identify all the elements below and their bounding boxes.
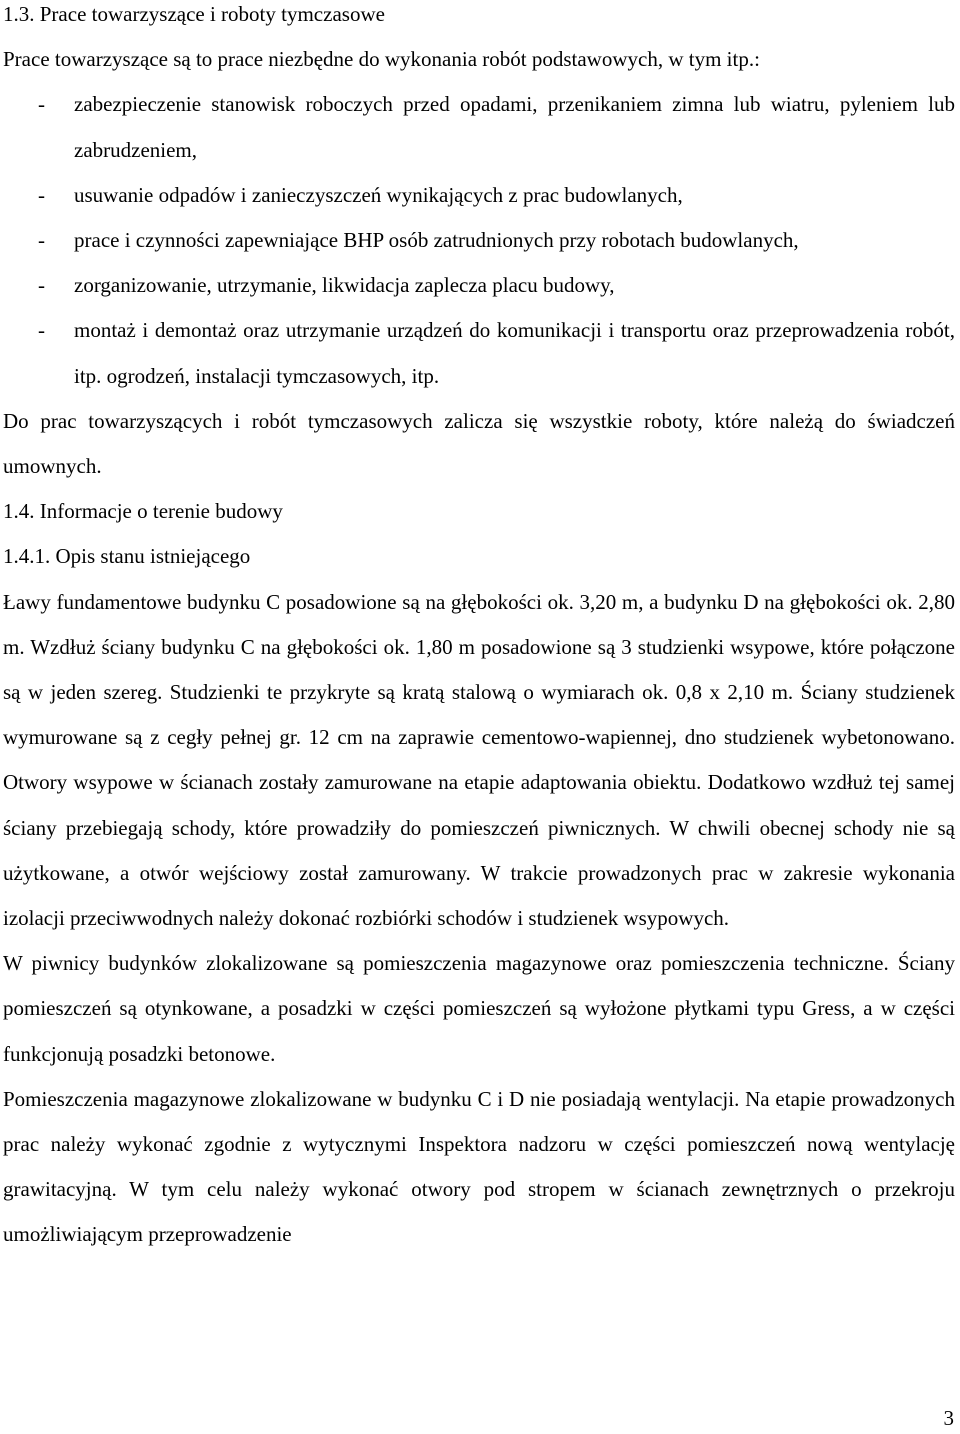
- bullet-text: usuwanie odpadów i zanieczyszczeń wynikających z prac budowlanych,: [74, 182, 683, 207]
- body-paragraph: Ławy fundamentowe budynku C posadowione są na głębokości ok. 3,20 m, a budynku D na głębokości ok. 2,80 m. Wzdłuż ściany budynku C na głębokości ok. 1,80 m posadowione są 3 studzienki wsypowe, które połączone są w jeden szereg. Studzienki te przykryte są kratą stalową o wymiarach ok. 0,8 x 2,10 m. Ściany studzienek wymurowane są z cegły pełnej gr. 12 cm na zaprawie cementowo-wapiennej, dno studzienek wybetonowano. Otwory wsypowe w ścianach zostały zamurowane na etapie adaptowania obiektu. Dodatkowo wzdłuż tej samej ściany przebiegają schody, które prowadziły do pomieszczeń piwnicznych. W chwili obecnej schody nie są użytkowane, a otwór wejściowy został zamurowany. W trakcie prowadzonych prac w zakresie wykonania izolacji przeciwwodnych należy dokonać rozbiórki schodów i studzienek wsypowych.: [3, 589, 955, 931]
- bullet-text: zorganizowanie, utrzymanie, likwidacja zaplecza placu budowy,: [74, 273, 615, 298]
- bullet-dash: -: [38, 92, 45, 117]
- bullet-dash: -: [38, 228, 45, 253]
- intro-paragraph: Prace towarzyszące są to prace niezbędne do wykonania robót podstawowych, w tym itp.:: [3, 47, 760, 72]
- document-page: [3, 0, 955, 1258]
- section-heading-1-3: 1.3. Prace towarzyszące i roboty tymczasowe: [3, 2, 385, 26]
- bullet-dash: -: [38, 273, 45, 298]
- bullet-item: [3, 218, 955, 263]
- page-number: 3: [943, 1406, 954, 1430]
- section-heading-1-4-1: 1.4.1. Opis stanu istniejącego: [3, 544, 251, 569]
- bullet-item: [3, 173, 955, 218]
- body-paragraph: Pomieszczenia magazynowe zlokalizowane w budynku C i D nie posiadają wentylacji. Na etapie prowadzonych prac należy wykonać zgodnie z wytycznymi Inspektora nadzoru w części pomieszczeń nową wentylację grawitacyjną. W tym celu należy wykonać otwory pod stropem w ścianach zewnętrznych o przekroju umożliwiającym przeprowadzenie: [3, 1086, 955, 1247]
- bullet-dash: -: [38, 318, 45, 343]
- bullet-list: [3, 82, 955, 398]
- bullet-item: [3, 263, 955, 308]
- body-paragraph: W piwnicy budynków zlokalizowane są pomieszczenia magazynowe oraz pomieszczenia techniczne. Ściany pomieszczeń są otynkowane, a posadzki w części pomieszczeń są wyłożone płytkami typu Gress, a w części funkcjonują posadzki betonowe.: [3, 951, 955, 1066]
- bullet-item: [3, 82, 955, 172]
- bullet-item: [3, 308, 955, 398]
- bullet-text: zabezpieczenie stanowisk roboczych przed opadami, przenikaniem zimna lub wiatru, pyleniem lub zabrudzeniem,: [74, 92, 955, 162]
- bullet-text: montaż i demontaż oraz utrzymanie urządzeń do komunikacji i transportu oraz przeprowadzenia robót, itp. ogrodzeń, instalacji tymczasowych, itp.: [74, 318, 955, 388]
- bullet-dash: -: [38, 182, 45, 207]
- bullet-text: prace i czynności zapewniające BHP osób zatrudnionych przy robotach budowlanych,: [74, 228, 799, 253]
- section-heading-1-4: 1.4. Informacje o terenie budowy: [3, 499, 283, 524]
- closing-paragraph: Do prac towarzyszących i robót tymczasowych zalicza się wszystkie roboty, które należą do świadczeń umownych.: [3, 408, 955, 479]
